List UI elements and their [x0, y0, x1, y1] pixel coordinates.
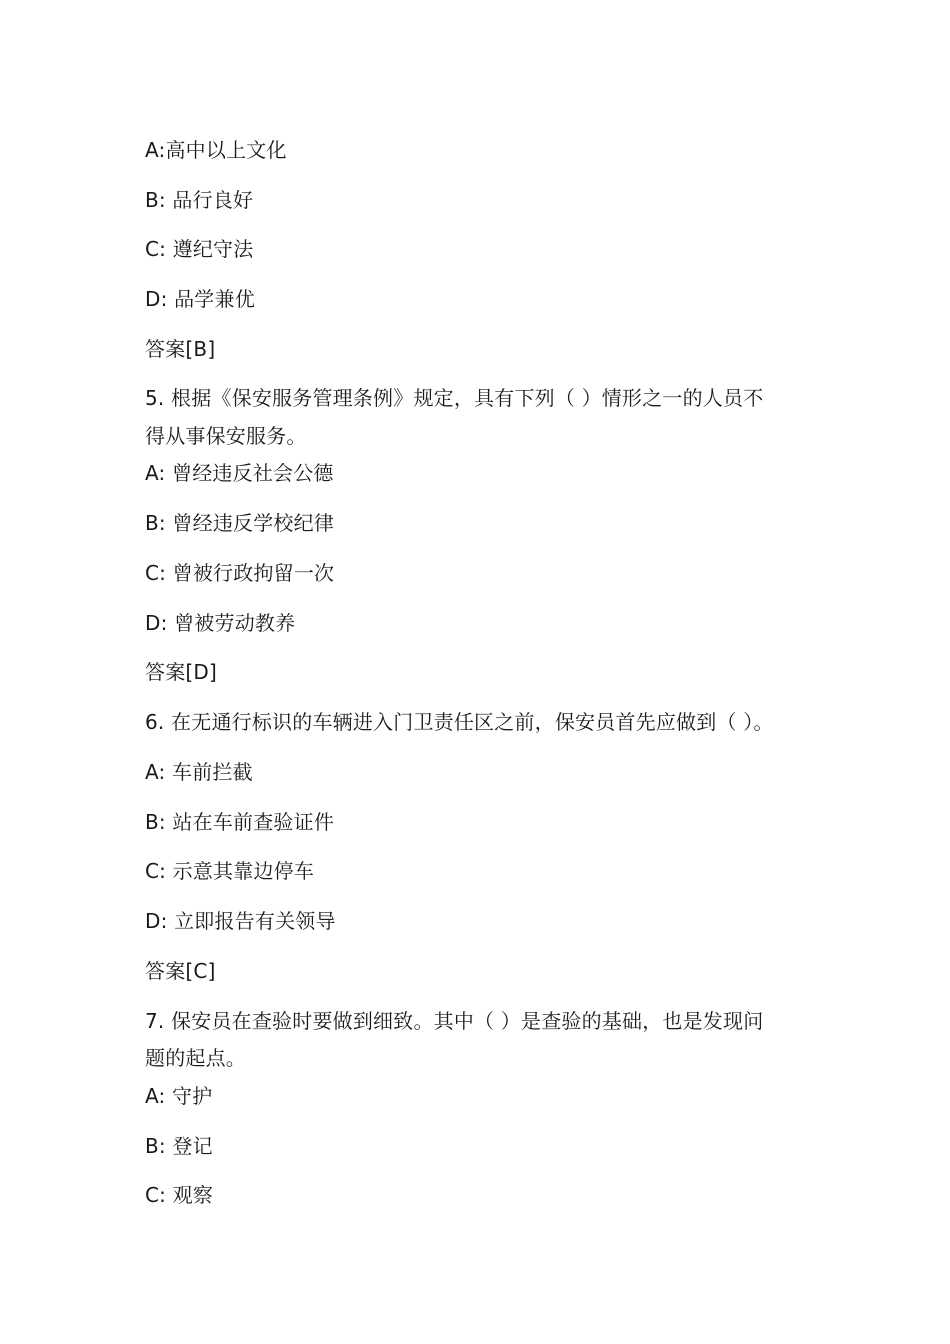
question-7: 7. 保安员在查验时要做到细致。其中（ ）是查验的基础，也是发现问 [145, 1009, 764, 1033]
option-d: D: 品学兼优 [145, 287, 255, 311]
option-b: B: 站在车前查验证件 [145, 810, 335, 834]
option-d: D: 立即报告有关领导 [145, 909, 336, 933]
option-d: D: 曾被劳动教养 [145, 611, 296, 635]
option-b: B: 品行良好 [145, 188, 254, 212]
question-7-continued: 题的起点。 [145, 1046, 246, 1070]
question-6: 6. 在无通行标识的车辆进入门卫责任区之前，保安员首先应做到（ ）。 [145, 710, 774, 734]
option-c: C: 示意其靠边停车 [145, 859, 315, 883]
option-a: A: 曾经违反社会公德 [145, 461, 334, 485]
question-5-continued: 得从事保安服务。 [145, 424, 307, 448]
option-a: A: 守护 [145, 1084, 213, 1108]
question-5: 5. 根据《保安服务管理条例》规定，具有下列（ ）情形之一的人员不 [145, 386, 764, 410]
option-c: C: 遵纪守法 [145, 237, 254, 261]
option-b: B: 登记 [145, 1134, 213, 1158]
option-a: A:高中以上文化 [145, 138, 287, 162]
answer: 答案[B] [145, 337, 216, 361]
option-b: B: 曾经违反学校纪律 [145, 511, 335, 535]
option-c: C: 曾被行政拘留一次 [145, 561, 335, 585]
option-c: C: 观察 [145, 1183, 214, 1207]
answer: 答案[D] [145, 660, 218, 684]
answer: 答案[C] [145, 959, 216, 983]
option-a: A: 车前拦截 [145, 760, 253, 784]
